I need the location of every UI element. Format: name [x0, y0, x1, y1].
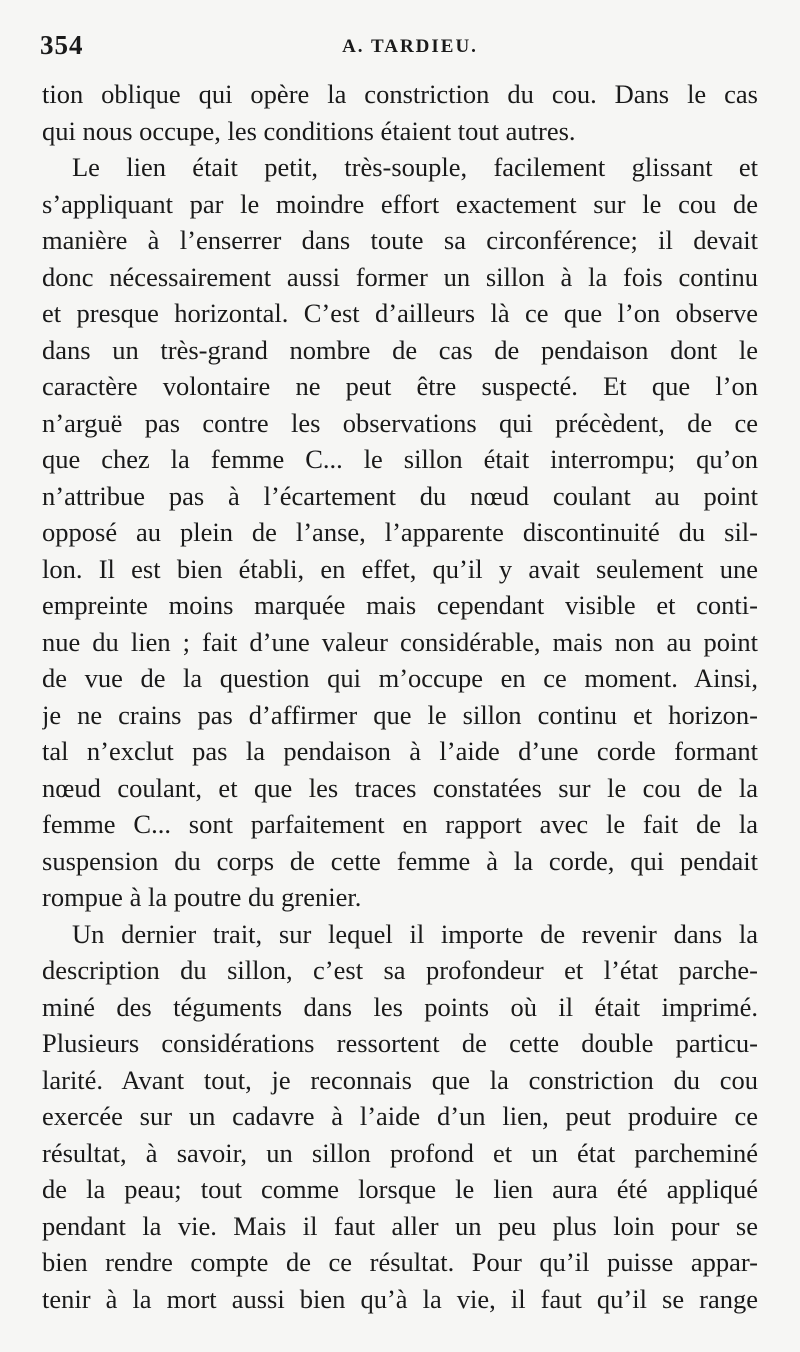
- text-line: lon. Il est bien établi, en effet, qu’il y avait seulement une: [42, 553, 758, 584]
- text-line: caractère volontaire ne peut être suspecté. Et que l’on: [42, 371, 758, 401]
- text-line: Un dernier trait, sur lequel il importe de revenir dans la: [72, 918, 758, 949]
- paragraph-3: [42, 916, 758, 1318]
- body-text: [42, 76, 758, 1317]
- text-line: suspension du corps de cette femme à la corde, qui pendait: [42, 845, 758, 876]
- text-line: résultat, à savoir, un sillon profond et un état parcheminé: [42, 1137, 758, 1168]
- text-line: nue du lien ; fait d’une valeur considérable, mais non au point: [42, 626, 758, 657]
- text-line: que chez la femme C... le sillon était interrompu; qu’on: [42, 444, 758, 474]
- running-head: [40, 30, 760, 70]
- page-number: 354: [40, 30, 84, 60]
- text-line: je ne crains pas d’affirmer que le sillon continu et horizon-: [42, 699, 758, 730]
- text-line: bien rendre compte de ce résultat. Pour qu’il puisse appar-: [42, 1247, 758, 1277]
- running-title: A. TARDIEU.: [342, 36, 478, 57]
- text-line: rompue à la poutre du grenier.: [42, 882, 362, 912]
- text-line: Plusieurs considérations ressortent de cette double particu-: [42, 1028, 758, 1058]
- text-line: manière à l’enserrer dans toute sa circonférence; il devait: [42, 225, 758, 255]
- text-line: pendant la vie. Mais il faut aller un peu plus loin pour se: [42, 1210, 758, 1241]
- text-line: de vue de la question qui m’occupe en ce moment. Ainsi,: [42, 663, 758, 693]
- text-line: larité. Avant tout, je reconnais que la constriction du cou: [42, 1064, 758, 1095]
- text-line: tal n’exclut pas la pendaison à l’aide d’une corde formant: [42, 736, 758, 766]
- text-line: dans un très-grand nombre de cas de pendaison dont le: [42, 334, 758, 365]
- text-line: tenir à la mort aussi bien qu’à la vie, il faut qu’il se range: [42, 1283, 758, 1314]
- text-line: qui nous occupe, les conditions étaient tout autres.: [42, 115, 576, 146]
- text-line: femme C... sont parfaitement en rapport avec le fait de la: [42, 809, 758, 839]
- text-line: de la peau; tout comme lorsque le lien aura été appliqué: [42, 1174, 758, 1204]
- text-line: opposé au plein de l’anse, l’apparente discontinuité du sil-: [42, 517, 758, 547]
- text-line: n’attribue pas à l’écartement du nœud coulant au point: [42, 480, 758, 511]
- text-line: nœud coulant, et que les traces constatées sur le cou de la: [42, 772, 758, 803]
- text-line: description du sillon, c’est sa profondeur et l’état parche-: [42, 955, 758, 985]
- paragraph-1: [42, 76, 758, 149]
- paragraph-2: [42, 149, 758, 916]
- text-line: exercée sur un cadavre à l’aide d’un lien, peut produire ce: [42, 1101, 758, 1131]
- text-line: tion oblique qui opère la constriction du cou. Dans le cas: [42, 79, 758, 109]
- text-line: et presque horizontal. C’est d’ailleurs là ce que l’on observe: [42, 298, 758, 328]
- text-line: empreinte moins marquée mais cependant visible et conti-: [42, 590, 758, 620]
- text-line: n’arguë pas contre les observations qui précèdent, de ce: [42, 407, 758, 438]
- text-line: miné des téguments dans les points où il était imprimé.: [42, 991, 758, 1022]
- text-line: s’appliquant par le moindre effort exactement sur le cou de: [42, 188, 758, 219]
- text-line: donc nécessairement aussi former un sillon à la fois continu: [42, 261, 758, 292]
- text-line: Le lien était petit, très-souple, facilement glissant et: [72, 152, 758, 182]
